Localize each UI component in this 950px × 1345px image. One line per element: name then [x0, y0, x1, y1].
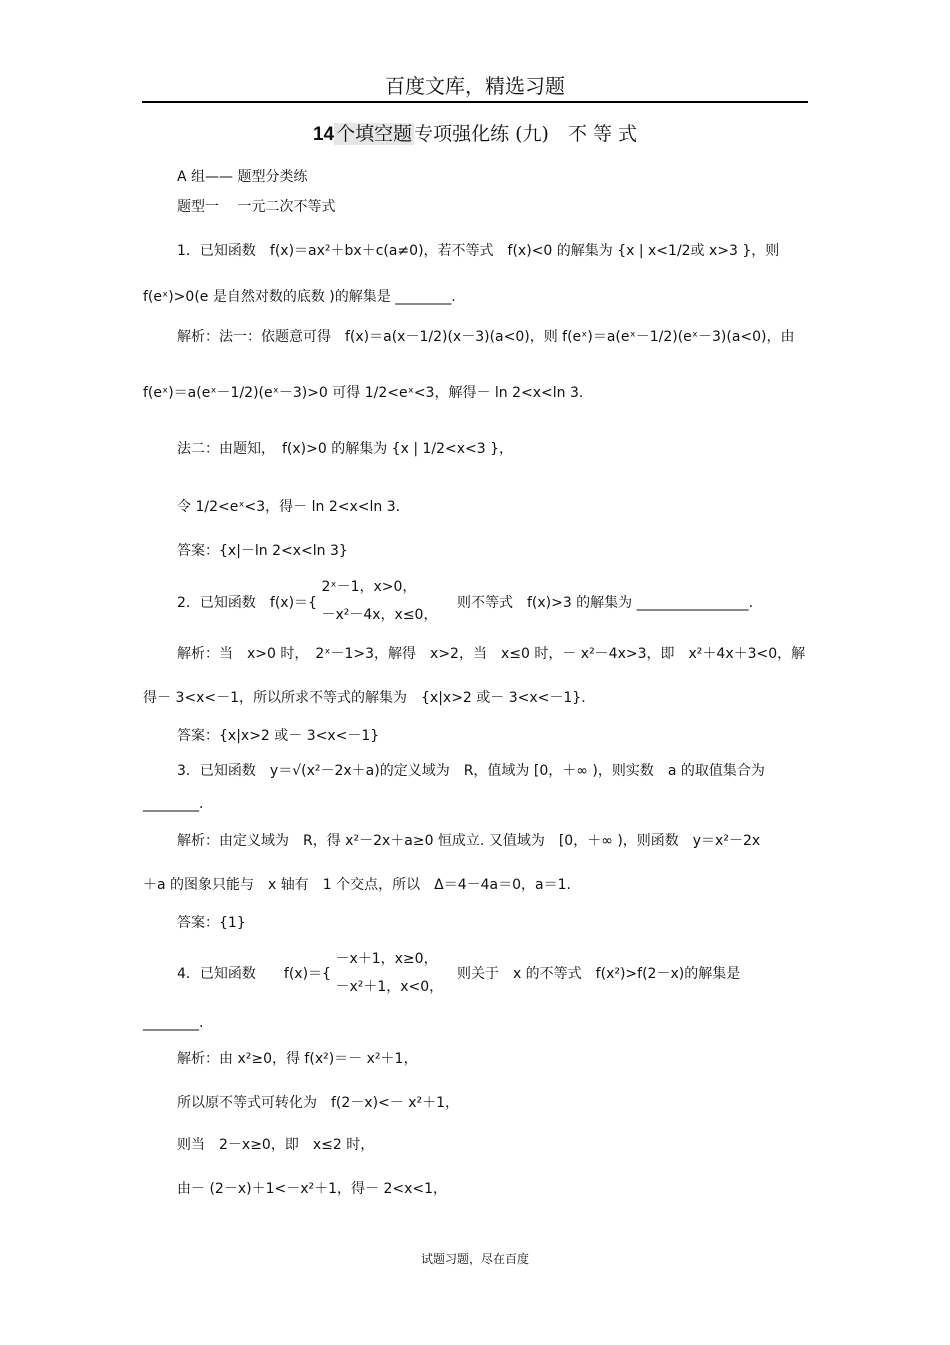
text-line-l21: －x＋1，x≥0， [177, 951, 438, 967]
text-line-l07: 法二：由题知， f(x)>0 的解集为 {x | 1/2<x<3 }， [177, 441, 514, 457]
text-line-l01: A 组—— 题型分类练 [177, 169, 308, 185]
text-line-l04: f(eˣ)>0(e 是自然对数的底数 )的解集是 ________. [143, 289, 456, 305]
text-line-l23: －x²＋1，x<0， [177, 979, 444, 995]
text-line-l10: 2ˣ－1，x>0， [177, 579, 417, 595]
title-highlight: 个填空题 [336, 123, 413, 145]
text-line-l19: ＋a 的图象只能与 x 轴有 1 个交点，所以 Δ＝4－4a＝0，a＝1. [143, 877, 571, 893]
text-line-l11: 2．已知函数 f(x)＝{ 则不等式 f(x)>3 的解集为 ________________. [177, 595, 754, 611]
text-line-l05: 解析：法一：依题意可得 f(x)＝a(x－1/2)(x－3)(a<0)，则 f(eˣ)＝a(eˣ－1/2)(eˣ－3)(a<0)，由 [177, 329, 795, 345]
text-line-l20: 答案：{1} [177, 915, 246, 931]
page-header: 百度文库，精选习题 [385, 74, 565, 98]
text-line-l02: 题型一 一元二次不等式 [177, 199, 336, 215]
text-line-l18: 解析：由定义域为 R，得 x²－2x＋a≥0 恒成立. 又值域为 [0，＋∞ )，则函数 y＝x²－2x [177, 833, 761, 849]
text-line-l17: ________. [143, 796, 204, 812]
header-rule [142, 101, 808, 103]
text-line-l15: 答案：{x|x>2 或－ 3<x<－1} [177, 728, 380, 744]
text-line-l12: －x²－4x，x≤0， [177, 607, 438, 623]
section-title [0, 119, 950, 146]
text-line-l28: 由－ (2－x)＋1<－x²＋1，得－ 2<x<1， [177, 1181, 448, 1197]
text-line-l27: 则当 2－x≥0，即 x≤2 时， [177, 1137, 375, 1153]
text-line-l26: 所以原不等式可转化为 f(2－x)<－ x²＋1， [177, 1095, 460, 1111]
text-line-l25: 解析：由 x²≥0，得 f(x²)＝－ x²＋1， [177, 1051, 418, 1067]
text-line-l08: 令 1/2<eˣ<3，得－ ln 2<x<ln 3. [177, 499, 401, 515]
text-line-l06: f(eˣ)＝a(eˣ－1/2)(eˣ－3)>0 可得 1/2<eˣ<3，解得－ ln 2<x<ln 3. [143, 385, 584, 401]
text-line-l22: 4．已知函数 f(x)＝{ 则关于 x 的不等式 f(x²)>f(2－x)的解集是 [177, 966, 741, 982]
text-line-l03: 1．已知函数 f(x)＝ax²＋bx＋c(a≠0)，若不等式 f(x)<0 的解集为 {x | x<1/2或 x>3 }，则 [177, 243, 780, 259]
text-line-l14: 得－ 3<x<－1，所以所求不等式的解集为 {x|x>2 或－ 3<x<－1}. [143, 690, 586, 706]
title-number: 14 [312, 124, 335, 145]
page-footer: 试题习题，尽在百度 [420, 1252, 529, 1266]
title-rest: 专项强化练 (九) 不 等 式 [414, 123, 638, 145]
text-line-l09: 答案：{x|－ln 2<x<ln 3} [177, 543, 348, 559]
text-line-l16: 3．已知函数 y＝√(x²－2x＋a)的定义域为 R，值域为 [0，＋∞ )，则实数 a 的取值集合为 [177, 763, 765, 779]
text-line-l24: ________. [143, 1015, 204, 1031]
text-line-l13: 解析：当 x>0 时， 2ˣ－1>3，解得 x>2，当 x≤0 时，－ x²－4x>3，即 x²＋4x＋3<0，解 [177, 646, 806, 662]
